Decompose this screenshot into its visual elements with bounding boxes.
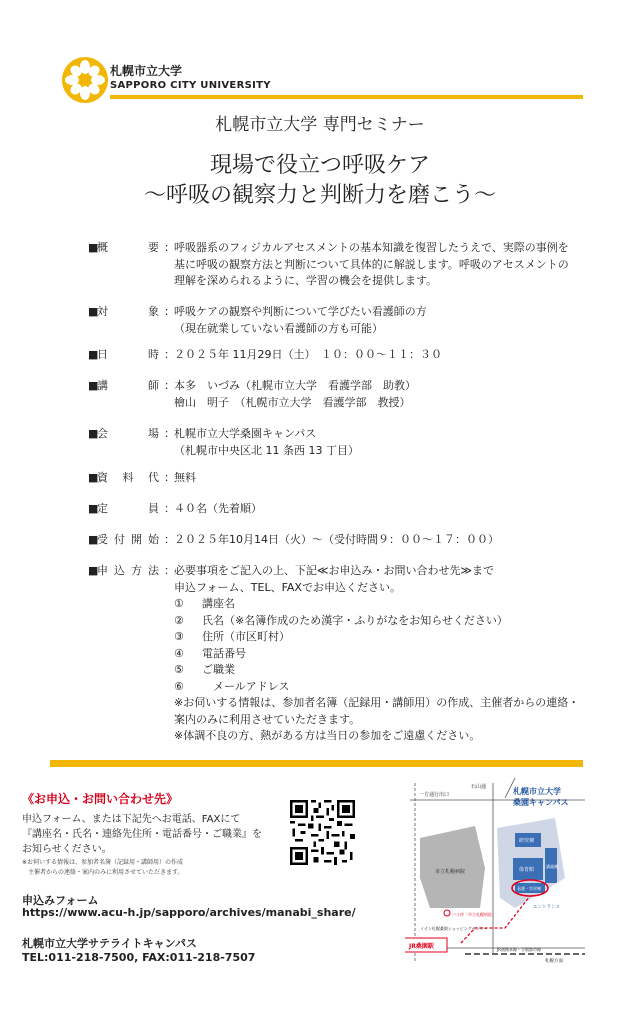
map-lecture: 講義棟 bbox=[546, 864, 558, 869]
map-jr-line: JR函館本線・学園都市線 bbox=[497, 947, 541, 952]
list-item: ② 氏名（※名簿作成のため漢字・ふりがなをお知らせください） bbox=[174, 613, 508, 627]
map-research: 研究棟 bbox=[519, 838, 535, 844]
method-note: ※体調不良の方、熱がある方は当日の参加をご遠慮ください。 bbox=[174, 729, 481, 742]
row-label: 申込方法 bbox=[97, 564, 159, 577]
bullet-icon: ■ bbox=[88, 427, 99, 440]
list-item: ④ 電話番号 bbox=[174, 646, 246, 660]
map-aeon: イオン札幌桑園ショッピングセンター bbox=[420, 926, 488, 931]
target-line: （現在就業していない看護師の方も可能） bbox=[174, 321, 383, 335]
contact-heading: 《お申込・お問い合わせ先》 bbox=[22, 792, 179, 806]
method-intro: 申込フォーム、TEL、FAXでお申込ください。 bbox=[174, 580, 401, 594]
lecturer-line: 檜山 明子 （札幌市立大学 看護学部 教授） bbox=[174, 395, 411, 409]
row-label: 資料代 bbox=[97, 471, 159, 484]
datetime-value: ２０２５年 11月29日（土） １０：００〜１１：３０ bbox=[174, 348, 442, 361]
map-title-line1: 札幌市立大学 bbox=[513, 787, 561, 796]
map-to-sapporo: 札幌方面 bbox=[545, 959, 563, 964]
contact-note: ※お伺いする情報は、参加者名簿（記録用・講師用）の作成 主催者からの連絡・案内のみに利用させていただきます。 bbox=[22, 859, 184, 876]
satellite-campus-name: 札幌市立大学サテライトキャンパス bbox=[22, 937, 197, 950]
page-subtitle: 札幌市立大学 専門セミナー bbox=[215, 115, 425, 135]
venue-line: 札幌市立大学桑園キャンパス bbox=[174, 427, 317, 440]
contact-body: 申込フォーム、または下記先へお電話、FAXにて 『講座名・氏名・連絡先住所・電話番号・ご職業』を お知らせください。 bbox=[22, 814, 262, 855]
map-title-line2: 桑園キャンパス bbox=[513, 798, 569, 807]
bullet-icon: ■ bbox=[88, 379, 99, 392]
row-label: 講師 bbox=[97, 379, 159, 392]
map-bus: バス停「市立札幌病院」 bbox=[452, 912, 496, 917]
page-title-line2: 〜呼吸の観察力と判断力を磨こう〜 bbox=[143, 183, 496, 208]
logo-text-ja: 札幌市立大学 bbox=[110, 64, 183, 78]
row-label: 会場 bbox=[97, 427, 159, 440]
page-title-line1: 現場で役立つ呼吸ケア bbox=[209, 153, 430, 178]
overview-line: 呼吸器系のフィジカルアセスメントの基本知識を復習したうえで、実際の事例を bbox=[174, 241, 569, 254]
list-item: ③ 住所（市区町村） bbox=[174, 630, 290, 643]
start-value: ２０２５年10月14日（火）〜（受付時間９：００〜１７：００） bbox=[174, 533, 499, 546]
row-label: 概要 bbox=[97, 241, 159, 254]
method-intro: 必要事項をご記入の上、下記≪お申込み・お問い合わせ先≫まで bbox=[174, 564, 495, 577]
apply-form-label: 申込みフォーム bbox=[22, 894, 99, 907]
row-label: 日時 bbox=[97, 348, 159, 361]
venue-line: （札幌市中央区北 11 条西 13 丁目） bbox=[174, 443, 359, 457]
map-station: JR桑園駅 bbox=[409, 943, 434, 950]
university-logo-icon bbox=[60, 55, 110, 105]
list-item: ⑥ メールアドレス bbox=[174, 679, 290, 693]
lecturer-line: 本多 いづみ（札幌市立大学 看護学部 助教） bbox=[174, 379, 416, 392]
fee-value: 無料 bbox=[174, 471, 196, 484]
map-gym: 体育館 bbox=[519, 867, 535, 873]
row-label: 受付開始 bbox=[97, 533, 159, 546]
capacity-value: ４０名（先着順） bbox=[174, 502, 262, 515]
method-note: 案内のみに利用させていただきます。 bbox=[174, 712, 361, 726]
campus-map bbox=[405, 778, 585, 968]
tel-fax: TEL:011-218-7500, FAX:011-218-7507 bbox=[22, 951, 256, 964]
map-hospital: 市立札幌病院 bbox=[435, 869, 466, 875]
list-item: ① 講座名 bbox=[174, 597, 235, 610]
apply-form-link[interactable]: https://www.acu-h.jp/sapporo/archives/manabi_share/ bbox=[22, 906, 356, 919]
row-label: 定員 bbox=[97, 502, 159, 515]
map-entrance: エントランス bbox=[533, 905, 560, 910]
bullet-icon: ■ bbox=[88, 564, 99, 577]
qr-code-icon[interactable] bbox=[290, 800, 355, 865]
bullet-icon: ■ bbox=[88, 241, 99, 254]
bullet-icon: ■ bbox=[88, 533, 99, 546]
target-line: 呼吸ケアの観察や判断について学びたい看護師の方 bbox=[174, 305, 427, 318]
overview-line: 基に呼吸の観察方法と判断について具体的に解説します。呼吸のアセスメントの bbox=[174, 257, 569, 271]
list-item: ⑤ ご職業 bbox=[174, 663, 235, 676]
bullet-icon: ■ bbox=[88, 471, 99, 484]
section-rule bbox=[50, 760, 583, 767]
row-label: 対象 bbox=[97, 305, 159, 318]
map-river: 石山通 bbox=[471, 784, 487, 790]
method-note: ※お伺いする情報は、参加者名簿（記録用・講師用）の作成、主催者からの連絡・ bbox=[174, 696, 580, 709]
overview-line: 理解を深められるように、学習の機会を提供します。 bbox=[174, 274, 438, 287]
bullet-icon: ■ bbox=[88, 348, 99, 361]
map-library: 看護・実習棟 bbox=[517, 886, 541, 891]
bullet-icon: ■ bbox=[88, 502, 99, 515]
header-rule bbox=[110, 95, 583, 99]
logo-text-en: SAPPORO CITY UNIVERSITY bbox=[110, 80, 271, 91]
bullet-icon: ■ bbox=[88, 305, 99, 318]
map-road-top: 一方通行出口 bbox=[419, 792, 450, 798]
